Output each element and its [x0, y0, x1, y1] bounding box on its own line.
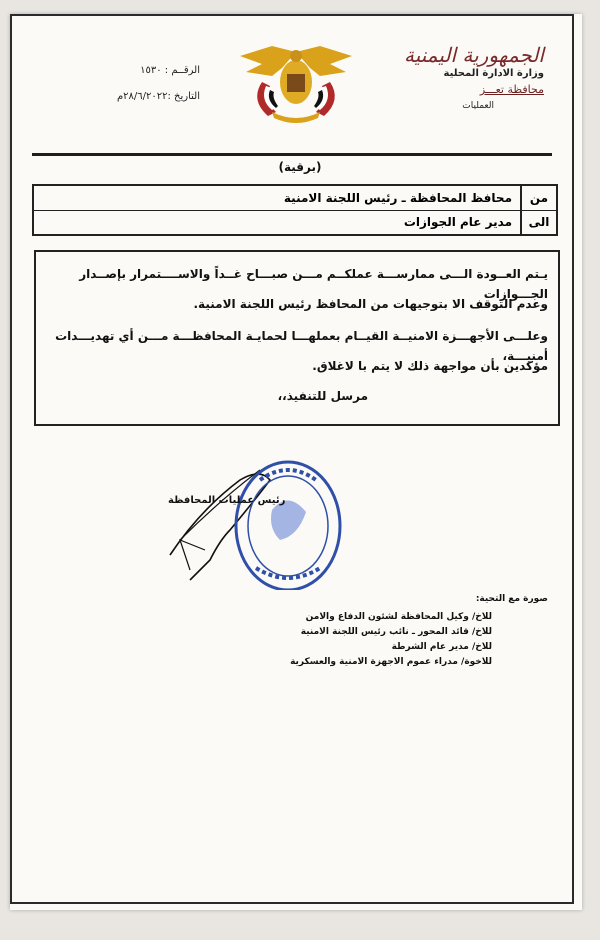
to-value: مدير عام الجوازات [403, 215, 512, 229]
official-stamp [160, 440, 360, 590]
header-divider [32, 153, 552, 156]
document-date: التاريخ :٢٨/٦/٢٠٢٢م [116, 91, 200, 102]
republic-name: الجمهورية اليمنية [403, 43, 544, 67]
to-row [34, 210, 556, 234]
cc-item: للاخوة/ مدراء عموم الاجهزة الامنية والعسكرية [290, 657, 492, 667]
cc-list [290, 610, 492, 670]
letterhead-left [80, 58, 200, 110]
cc-item: للاخ/ مدير عام الشرطة [391, 642, 492, 652]
message-body [34, 250, 560, 426]
letterhead-right [394, 44, 544, 114]
yemen-eagle-emblem [232, 42, 360, 126]
to-label: الى [520, 210, 556, 234]
cc-title: صورة مع التحية: [475, 594, 548, 604]
from-value: محافظ المحافظة ـ رئيس اللجنة الامنية [283, 191, 512, 205]
document-page [10, 14, 582, 910]
cc-item: للاخ/ قائد المحور ـ نائب رئيس اللجنة الامنية [300, 627, 492, 637]
department-name: العمليات [462, 101, 494, 111]
ministry-name: وزارة الادارة المحلية [443, 68, 544, 79]
cc-item: للاخ/ وكيل المحافظة لشئون الدفاع والامن [305, 612, 492, 622]
body-line-2: وعدم التوقف الا بتوجيهات من المحافظ رئيس اللجنة الامنية. [193, 297, 548, 311]
document-title: (برقية) [278, 160, 322, 174]
body-line-4: مؤكدين بأن مواجهة ذلك لا يتم با لاغلاق. [312, 359, 548, 373]
body-line-1: يـتم العــودة الـــى ممارســـة عملكــم مـــن صبـــاح غــداً والاســــتمرار بإصــدار الجـــوازات [79, 267, 548, 301]
reference-number: الرقــم : ١٥٣٠ [140, 65, 200, 76]
from-row [34, 186, 556, 211]
signature-title: رئيس عمليات المحافظة [168, 495, 286, 506]
from-label: من [520, 186, 556, 210]
governorate-name: محافظة تعـــز [479, 83, 544, 96]
body-closing: مرسل للتنفيذ،، [277, 389, 368, 403]
body-line-3: وعلـــى الأجهـــزة الامنيــة القيــام بعملهـــا لحمايـة المحافظـــة مـــن أي تهديـــدات أمنيـــة، [55, 329, 548, 363]
routing-table [32, 184, 558, 236]
